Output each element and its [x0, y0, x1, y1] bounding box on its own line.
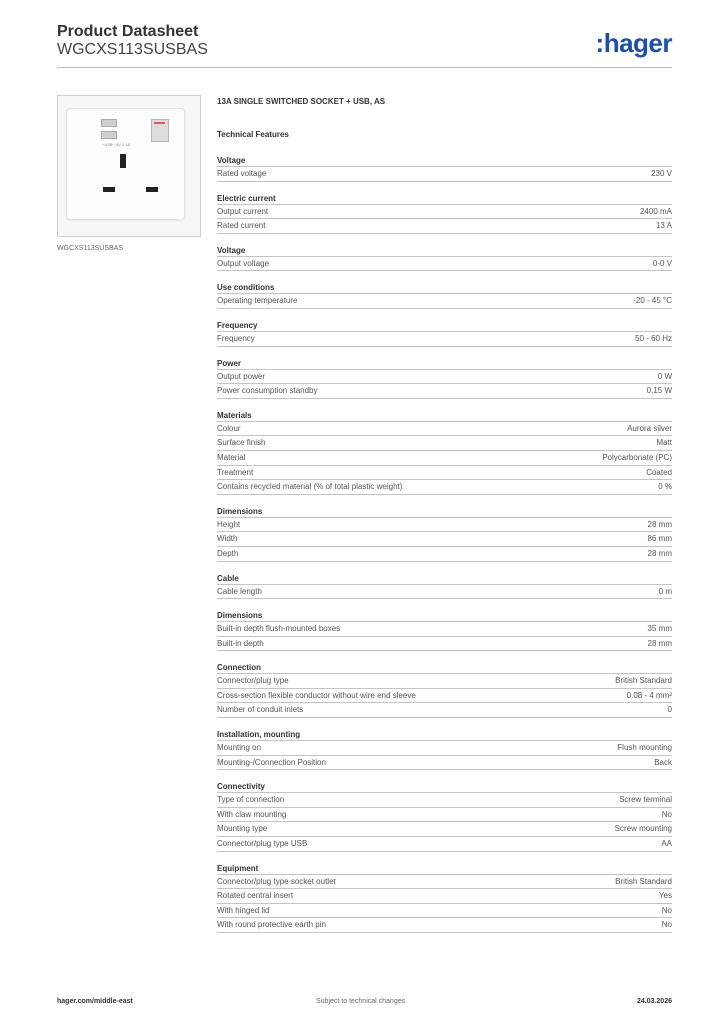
- spec-row: [217, 793, 672, 808]
- spec-value: 0: [667, 705, 672, 715]
- section-title: Materials: [217, 399, 672, 422]
- spec-label: Cable length: [217, 586, 262, 596]
- earth-pin-slot: [120, 154, 126, 168]
- spec-label: Connector/plug type USB: [217, 839, 308, 849]
- spec-row: [217, 257, 672, 272]
- spec-value: 28 mm: [647, 638, 672, 648]
- spec-label: Mounting-/Connection Position: [217, 757, 326, 767]
- section-title: Dimensions: [217, 599, 672, 622]
- product-image: [57, 95, 201, 237]
- section-title: Use conditions: [217, 271, 672, 294]
- spec-value: British Standard: [615, 676, 672, 686]
- spec-value: Aurora silver: [627, 423, 672, 433]
- spec-row: [217, 219, 672, 234]
- page-subtitle: WGCXS113SUSBAS: [57, 41, 208, 58]
- spec-row: [217, 875, 672, 890]
- spec-label: Depth: [217, 548, 239, 558]
- header-divider: [57, 67, 672, 68]
- spec-label: With hinged lid: [217, 905, 270, 915]
- spec-value: 13 A: [655, 221, 672, 231]
- spec-row: [217, 547, 672, 562]
- spec-label: Output voltage: [217, 258, 270, 268]
- spec-value: Back: [654, 757, 672, 767]
- spec-label: Built-in depth flush-mounted boxes: [217, 624, 341, 634]
- usb-port-1: [101, 119, 117, 127]
- spec-value: 0.15 W: [646, 386, 672, 396]
- spec-value: 28 mm: [647, 548, 672, 558]
- spec-row: [217, 889, 672, 904]
- section-title: Cable: [217, 562, 672, 585]
- spec-row: [217, 480, 672, 495]
- spec-label: Connector/plug type socket outlet: [217, 876, 336, 886]
- spec-label: Output current: [217, 206, 269, 216]
- spec-row: [217, 518, 672, 533]
- spec-label: Rotated central insert: [217, 891, 294, 901]
- page-title: Product Datasheet: [57, 23, 199, 40]
- spec-value: Screw terminal: [619, 795, 672, 805]
- spec-label: Mounting type: [217, 824, 268, 834]
- product-name: 13A SINGLE SWITCHED SOCKET + USB, AS: [217, 97, 386, 106]
- spec-value: 50 - 60 Hz: [635, 333, 672, 343]
- spec-value: 35 mm: [647, 624, 672, 634]
- spec-row: [217, 822, 672, 837]
- spec-label: With round protective earth pin: [217, 920, 326, 930]
- usb-port-2: [101, 131, 117, 139]
- spec-row: [217, 167, 672, 182]
- spec-label: Power consumption standby: [217, 386, 318, 396]
- spec-label: Built-in depth: [217, 638, 264, 648]
- spec-label: Connector/plug type: [217, 676, 289, 686]
- spec-value: Matt: [656, 438, 672, 448]
- spec-row: [217, 622, 672, 637]
- spec-value: 0 m: [658, 586, 672, 596]
- spec-value: 28 mm: [647, 519, 672, 529]
- spec-row: [217, 689, 672, 704]
- spec-label: Cross-section flexible conductor without wire end sleeve: [217, 690, 416, 700]
- spec-label: Width: [217, 534, 238, 544]
- spec-label: Rated current: [217, 221, 266, 231]
- spec-row: [217, 637, 672, 652]
- hager-logo: :hager: [595, 28, 672, 58]
- rocker-switch: [151, 119, 169, 142]
- spec-label: Rated voltage: [217, 169, 267, 178]
- page-header: [57, 23, 208, 59]
- spec-label: Mounting on: [217, 743, 262, 753]
- spec-label: Height: [217, 519, 241, 529]
- spec-label: Surface finish: [217, 438, 266, 448]
- spec-label: Colour: [217, 423, 241, 433]
- usb-label: ~USB~ 5V 2.4A: [102, 142, 131, 147]
- spec-value: Screw mounting: [614, 824, 672, 834]
- spec-value: 2400 mA: [639, 206, 672, 216]
- spec-value: British Standard: [615, 876, 672, 886]
- spec-label: Frequency: [217, 333, 255, 343]
- spec-sections: [217, 144, 672, 933]
- section-title: Connectivity: [217, 770, 672, 793]
- spec-row: [217, 532, 672, 547]
- spec-row: [217, 703, 672, 718]
- spec-row: [217, 205, 672, 220]
- spec-value: -20 - 45 °C: [633, 296, 672, 306]
- spec-row: [217, 422, 672, 437]
- socket-plate: [66, 108, 185, 220]
- section-title: Dimensions: [217, 495, 672, 518]
- spec-label: With claw mounting: [217, 809, 287, 819]
- spec-value: 86 mm: [647, 534, 672, 544]
- spec-value: 0-0 V: [652, 258, 672, 268]
- spec-value: Yes: [658, 891, 672, 901]
- footer-date: 24.03.2026: [636, 998, 672, 1005]
- spec-value: 0 W: [657, 371, 672, 381]
- section-title: Electric current: [217, 182, 672, 205]
- section-title: Equipment: [217, 852, 672, 875]
- footer-notice: Subject to technical changes: [316, 998, 406, 1005]
- section-title: Installation, mounting: [217, 718, 672, 741]
- spec-row: [217, 674, 672, 689]
- spec-value: No: [661, 809, 672, 819]
- spec-value: 0.08 - 4 mm²: [626, 690, 672, 700]
- spec-label: Number of conduit inlets: [217, 705, 304, 715]
- spec-row: [217, 332, 672, 347]
- spec-value: AA: [661, 839, 672, 849]
- spec-row: [217, 294, 672, 309]
- spec-value: No: [661, 920, 672, 930]
- spec-value: Flush mounting: [617, 743, 672, 753]
- spec-row: [217, 436, 672, 451]
- spec-row: [217, 918, 672, 933]
- section-title: Voltage: [217, 234, 672, 257]
- switch-indicator: [154, 122, 165, 124]
- spec-row: [217, 756, 672, 771]
- section-title: Power: [217, 347, 672, 370]
- spec-value: Coated: [646, 467, 672, 477]
- image-caption: WGCXS113SUSBAS: [57, 245, 124, 252]
- neutral-pin-slot: [103, 187, 115, 192]
- spec-label: Treatment: [217, 467, 254, 477]
- spec-value: Polycarbonate (PC): [602, 452, 672, 462]
- footer-website: hager.com/middle-east: [57, 998, 133, 1005]
- spec-label: Contains recycled material (% of total plastic weight): [217, 482, 403, 492]
- spec-label: Output power: [217, 371, 266, 381]
- spec-label: Material: [217, 452, 246, 462]
- live-pin-slot: [146, 187, 158, 192]
- spec-value: No: [661, 905, 672, 915]
- spec-row: [217, 466, 672, 481]
- spec-row: [217, 451, 672, 466]
- spec-content: [217, 97, 672, 933]
- spec-value: 0 %: [658, 482, 672, 492]
- section-title: Frequency: [217, 309, 672, 332]
- spec-row: [217, 384, 672, 399]
- section-title: Voltage: [217, 144, 672, 167]
- spec-label: Operating temperature: [217, 296, 298, 306]
- features-heading: Technical Features: [217, 130, 289, 139]
- spec-row: [217, 837, 672, 852]
- section-title: Connection: [217, 651, 672, 674]
- spec-row: [217, 370, 672, 385]
- spec-value: 230 V: [651, 169, 672, 178]
- spec-label: Type of connection: [217, 795, 285, 805]
- spec-row: [217, 904, 672, 919]
- spec-row: [217, 585, 672, 600]
- spec-row: [217, 808, 672, 823]
- spec-row: [217, 741, 672, 756]
